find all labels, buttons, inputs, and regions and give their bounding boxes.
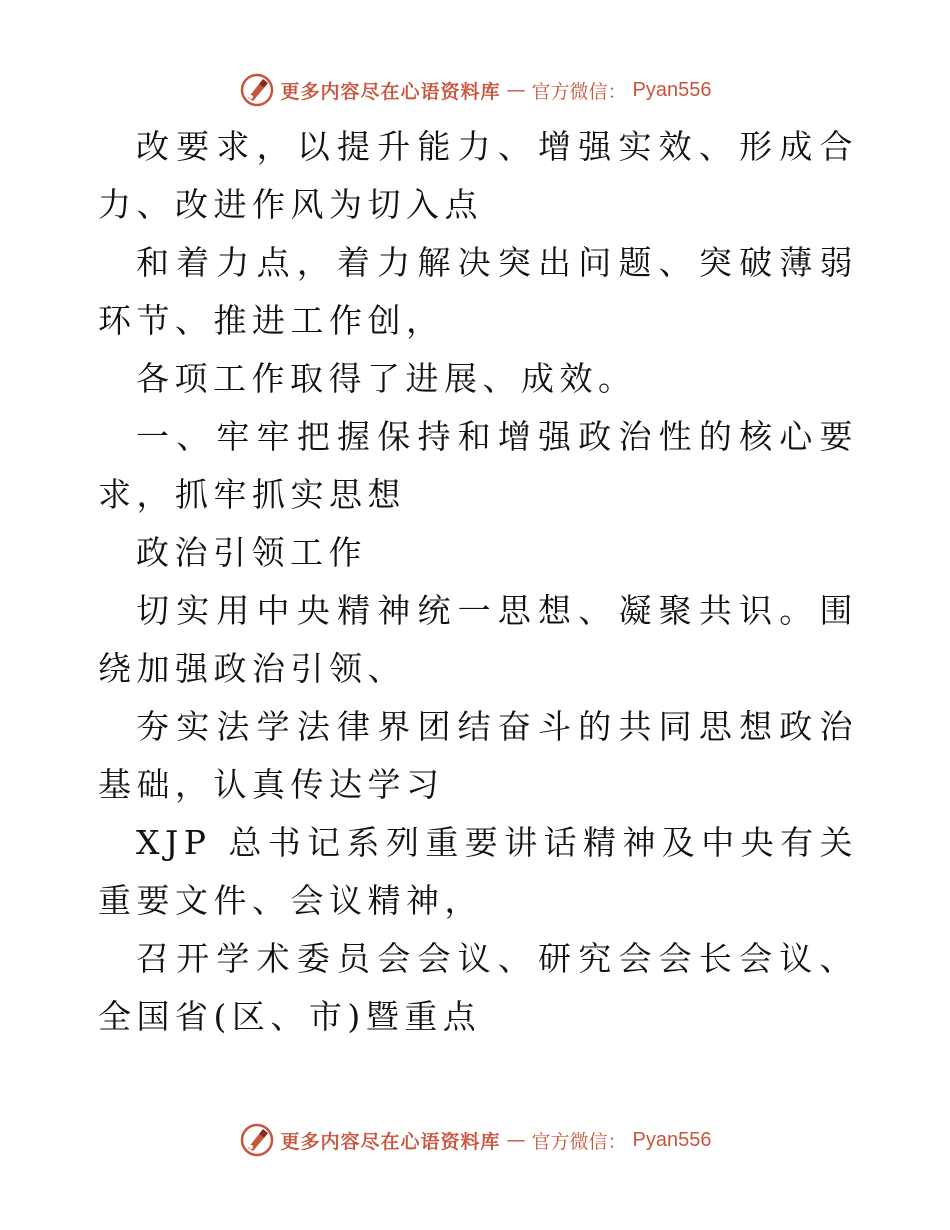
section-heading: 一、牢牢把握保持和增强政治性的核心要求，抓牢抓实思想: [98, 417, 858, 514]
footer-banner: [0, 1118, 950, 1162]
paragraph: 改要求，以提升能力、增强实效、形成合力、改进作风为切入点: [98, 127, 858, 224]
paragraph: XJP 总书记系列重要讲话精神及中央有关重要文件、会议精神，: [98, 823, 858, 920]
banner-wechat-label: 官方微信：: [531, 1130, 627, 1153]
paragraph: 切实用中央精神统一思想、凝聚共识。围绕加强政治引领、: [98, 591, 858, 688]
pen-logo-icon: [239, 1122, 275, 1158]
banner-wechat-id: Pyan556: [632, 1128, 712, 1151]
banner-separator: —: [506, 79, 526, 101]
header-banner: [0, 68, 950, 112]
paragraph: 召开学术委员会会议、研究会会长会议、全国省(区、市)暨重点: [98, 939, 858, 1036]
paragraph: 各项工作取得了进展、成效。: [136, 359, 637, 398]
paragraph: 和着力点，着力解决突出问题、突破薄弱环节、推进工作创，: [98, 243, 858, 340]
document-body: [98, 118, 858, 1046]
banner-separator: —: [506, 1129, 526, 1151]
paragraph: 夯实法学法律界团结奋斗的共同思想政治基础，认真传达学习: [98, 707, 858, 804]
pen-logo-icon: [239, 72, 275, 108]
section-heading-continued: 政治引领工作: [136, 533, 367, 572]
banner-wechat-label: 官方微信：: [531, 80, 627, 103]
banner-wechat-id: Pyan556: [632, 78, 712, 101]
banner-main-text: 更多内容尽在心语资料库: [280, 1130, 501, 1153]
banner-main-text: 更多内容尽在心语资料库: [280, 80, 501, 103]
